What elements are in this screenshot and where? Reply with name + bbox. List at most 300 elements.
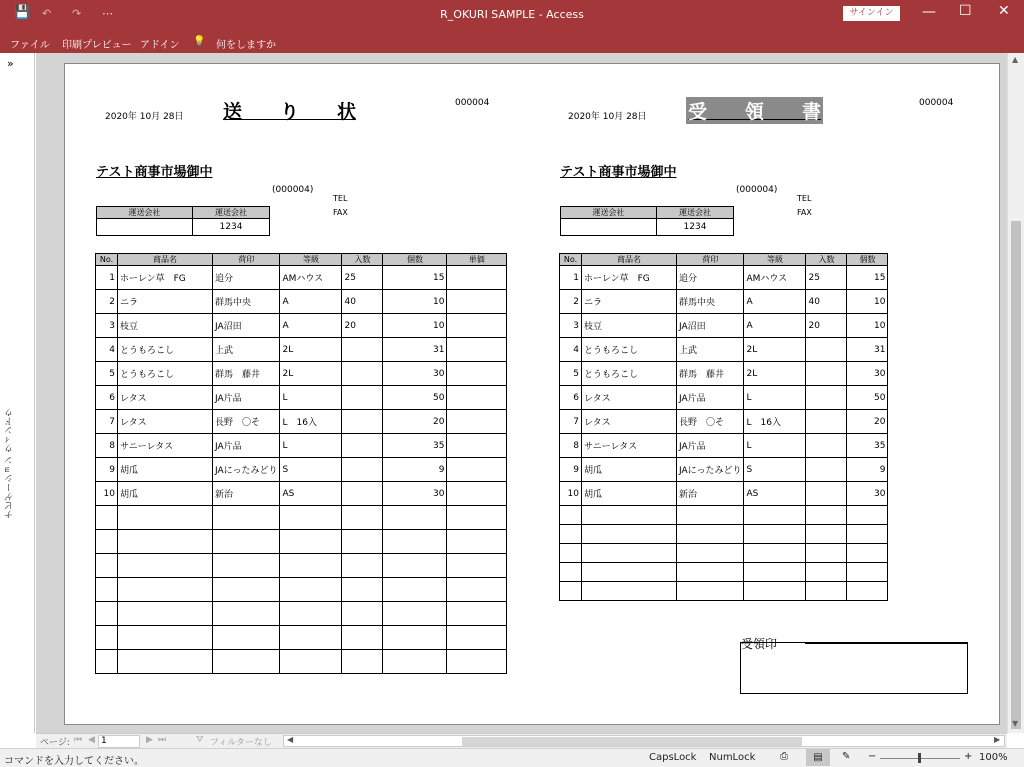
table-cell: レタス (582, 386, 677, 410)
column-header: 荷印 (213, 254, 280, 266)
table-cell: 胡瓜 (582, 482, 677, 506)
table-cell: A (280, 290, 342, 314)
table-cell (582, 582, 677, 601)
table-cell: 20 (383, 410, 447, 434)
table-cell: 3 (560, 314, 582, 338)
save-icon[interactable]: 💾 (14, 5, 31, 20)
table-cell: JA片品 (213, 386, 280, 410)
table-cell: 50 (847, 386, 888, 410)
invoice-customer: テスト商事市場御中 (96, 165, 213, 180)
customize-qat-icon[interactable]: ⋯ (102, 7, 113, 20)
carrier-cell (561, 219, 657, 236)
table-cell (888, 482, 971, 506)
table-cell: レタス (118, 386, 213, 410)
table-cell (96, 506, 118, 530)
table-cell: 2 (96, 290, 118, 314)
table-cell: 30 (847, 482, 888, 506)
table-cell (447, 266, 507, 290)
report-view-icon[interactable]: ▤ (806, 749, 830, 766)
table-row (560, 506, 972, 525)
table-cell: 10 (560, 482, 582, 506)
table-cell (888, 544, 971, 563)
signin-button[interactable]: サインイン (843, 6, 900, 21)
table-cell: L 16入 (744, 410, 806, 434)
table-cell: 1 (560, 266, 582, 290)
ribbon-tabs (0, 31, 1024, 53)
table-cell: 20 (847, 410, 888, 434)
table-cell: 新治 (213, 482, 280, 506)
receipt-customer: テスト商事市場御中 (560, 165, 677, 180)
table-cell: 群馬 藤井 (213, 362, 280, 386)
redo-icon[interactable]: ↷ (72, 7, 82, 20)
table-cell (96, 554, 118, 578)
table-cell (342, 578, 383, 602)
table-cell (806, 525, 847, 544)
expand-nav-icon[interactable]: » (7, 57, 14, 70)
table-cell (118, 554, 213, 578)
vertical-scrollbar[interactable] (1007, 53, 1024, 733)
table-cell (677, 563, 744, 582)
table-cell (447, 362, 507, 386)
table-cell: 長野 〇そ (213, 410, 280, 434)
receipt-fax: FAX (797, 208, 812, 217)
scroll-right-icon[interactable]: ▶ (994, 735, 1001, 744)
invoice-items-table (95, 253, 507, 674)
table-cell: A (280, 314, 342, 338)
table-cell: 25 (806, 266, 847, 290)
table-cell (280, 650, 342, 674)
table-cell: 20 (342, 314, 383, 338)
carrier-cell (97, 219, 193, 236)
table-cell: A (744, 314, 806, 338)
layout-view-icon[interactable]: ✎ (842, 751, 851, 762)
table-row (96, 530, 507, 554)
tab-addins[interactable]: アドイン (140, 40, 180, 51)
table-row (560, 482, 972, 506)
table-row (96, 410, 507, 434)
table-cell (342, 554, 383, 578)
table-cell: 2L (744, 362, 806, 386)
table-cell (806, 434, 847, 458)
navigation-pane (0, 53, 35, 733)
table-cell (447, 314, 507, 338)
table-cell (118, 602, 213, 626)
table-cell: JA沼田 (213, 314, 280, 338)
table-cell (383, 554, 447, 578)
table-cell (447, 290, 507, 314)
receipt-date: 2020年 10月 28日 (568, 112, 647, 122)
receipt-stamp-label: 受領印 (741, 637, 778, 651)
table-row (560, 290, 972, 314)
table-row (560, 563, 972, 582)
table-cell (118, 578, 213, 602)
table-cell (280, 626, 342, 650)
table-cell (213, 530, 280, 554)
table-cell: 枝豆 (118, 314, 213, 338)
tell-me-input[interactable]: 何をしますか (216, 40, 276, 51)
table-cell: 35 (383, 434, 447, 458)
table-cell: 2L (744, 338, 806, 362)
table-row (96, 650, 507, 674)
table-cell (888, 563, 971, 582)
next-page-icon[interactable]: ▶ (146, 735, 153, 745)
carrier-header: 運送会社 (193, 207, 270, 219)
table-cell: 新治 (677, 482, 744, 506)
hscroll-thumb[interactable] (462, 737, 802, 746)
table-cell (447, 578, 507, 602)
table-cell (744, 525, 806, 544)
table-cell (213, 650, 280, 674)
table-cell: L 16入 (280, 410, 342, 434)
table-cell: 群馬 藤井 (677, 362, 744, 386)
table-row (96, 266, 507, 290)
column-header: 個数 (847, 254, 888, 266)
table-cell (213, 626, 280, 650)
lightbulb-icon: 💡 (193, 36, 206, 47)
table-cell (847, 582, 888, 601)
table-cell: S (744, 458, 806, 482)
table-cell (383, 506, 447, 530)
prev-page-icon[interactable]: ◀ (88, 735, 95, 745)
table-cell (744, 544, 806, 563)
table-cell (342, 458, 383, 482)
table-cell: 31 (847, 338, 888, 362)
table-cell: AS (744, 482, 806, 506)
scroll-down-icon[interactable]: ▼ (1012, 719, 1019, 728)
table-cell: 20 (806, 314, 847, 338)
table-cell (213, 554, 280, 578)
table-cell: 10 (383, 290, 447, 314)
invoice-tel: TEL (333, 194, 348, 203)
table-cell (383, 578, 447, 602)
table-cell (677, 506, 744, 525)
table-cell (806, 506, 847, 525)
table-cell: L (744, 434, 806, 458)
table-cell (342, 362, 383, 386)
table-cell: JA片品 (213, 434, 280, 458)
tab-file[interactable]: ファイル (10, 40, 50, 51)
table-row (560, 525, 972, 544)
invoice-fax: FAX (333, 208, 348, 217)
page-number-input[interactable]: 1 (98, 735, 140, 748)
table-cell: 30 (383, 482, 447, 506)
table-cell: 40 (806, 290, 847, 314)
table-cell: とうもろこし (118, 362, 213, 386)
close-icon[interactable]: ✕ (998, 3, 1010, 19)
table-cell (582, 525, 677, 544)
table-cell (383, 602, 447, 626)
table-row (560, 338, 972, 362)
table-cell: 3 (96, 314, 118, 338)
table-cell: 胡瓜 (582, 458, 677, 482)
table-cell (677, 582, 744, 601)
table-cell (96, 530, 118, 554)
table-cell: AMハウス (744, 266, 806, 290)
table-cell (447, 338, 507, 362)
table-cell (447, 650, 507, 674)
table-cell (447, 386, 507, 410)
table-cell: サニーレタス (118, 434, 213, 458)
table-cell: 追分 (677, 266, 744, 290)
table-row (96, 554, 507, 578)
carrier-header: 運送会社 (657, 207, 734, 219)
invoice-customer-code: (000004) (272, 185, 314, 195)
record-navigator (36, 733, 1007, 748)
table-cell (806, 338, 847, 362)
table-row (96, 602, 507, 626)
table-cell (280, 530, 342, 554)
column-header: No. (560, 254, 582, 266)
table-cell (847, 563, 888, 582)
table-cell: S (280, 458, 342, 482)
table-cell (560, 544, 582, 563)
undo-icon[interactable]: ↶ (42, 7, 52, 20)
tab-print-preview[interactable]: 印刷プレビュー (62, 40, 132, 51)
table-cell (447, 554, 507, 578)
table-cell: 10 (847, 314, 888, 338)
table-cell: 5 (96, 362, 118, 386)
table-cell (213, 578, 280, 602)
column-header: No. (96, 254, 118, 266)
column-header: 等級 (280, 254, 342, 266)
table-cell: 7 (96, 410, 118, 434)
scroll-thumb[interactable] (1011, 221, 1021, 729)
scroll-left-icon[interactable]: ◀ (287, 735, 294, 744)
table-cell: 2L (280, 362, 342, 386)
table-cell (118, 506, 213, 530)
table-cell: L (280, 386, 342, 410)
table-cell: 2 (560, 290, 582, 314)
table-cell: とうもろこし (582, 338, 677, 362)
navigation-pane-label[interactable]: ナビゲーション ウィンドウ (5, 408, 15, 519)
table-cell: ホーレン草 FG (118, 266, 213, 290)
table-cell: JA片品 (677, 386, 744, 410)
scroll-up-icon[interactable]: ▲ (1012, 55, 1019, 64)
table-row (96, 626, 507, 650)
table-cell (342, 602, 383, 626)
table-cell: 7 (560, 410, 582, 434)
invoice-number: 000004 (455, 98, 490, 108)
zoom-out-icon[interactable]: − (868, 751, 877, 762)
table-cell: 9 (847, 458, 888, 482)
table-cell (342, 386, 383, 410)
capslock-indicator: CapsLock (649, 752, 697, 763)
table-cell: 15 (383, 266, 447, 290)
table-cell: 30 (847, 362, 888, 386)
table-cell: ニラ (118, 290, 213, 314)
table-cell (447, 506, 507, 530)
table-row (96, 506, 507, 530)
table-cell (888, 338, 971, 362)
table-cell: JAにったみどり (677, 458, 744, 482)
table-row (560, 458, 972, 482)
table-cell (582, 563, 677, 582)
table-cell: 10 (847, 290, 888, 314)
receipt-carrier-table (560, 206, 734, 236)
zoom-slider-thumb[interactable] (918, 753, 921, 763)
table-cell: JAにったみどり (213, 458, 280, 482)
table-row (560, 582, 972, 601)
receipt-items-table (559, 253, 971, 601)
table-cell: 群馬中央 (213, 290, 280, 314)
table-cell (118, 650, 213, 674)
table-cell: サニーレタス (582, 434, 677, 458)
table-cell (383, 626, 447, 650)
table-cell (447, 410, 507, 434)
table-cell (744, 506, 806, 525)
table-row (96, 458, 507, 482)
table-cell (847, 525, 888, 544)
table-cell (383, 530, 447, 554)
table-cell (888, 410, 971, 434)
table-cell: 6 (560, 386, 582, 410)
table-cell (342, 434, 383, 458)
table-cell: L (280, 434, 342, 458)
table-cell: 31 (383, 338, 447, 362)
column-header: 入数 (806, 254, 847, 266)
table-cell: 4 (96, 338, 118, 362)
table-cell: 胡瓜 (118, 458, 213, 482)
table-row (96, 386, 507, 410)
table-cell: 4 (560, 338, 582, 362)
table-cell (677, 525, 744, 544)
table-cell (280, 506, 342, 530)
table-cell (447, 626, 507, 650)
table-row (560, 544, 972, 563)
table-cell (342, 482, 383, 506)
table-cell (888, 582, 971, 601)
table-cell: 胡瓜 (118, 482, 213, 506)
table-cell: とうもろこし (118, 338, 213, 362)
carrier-header: 運送会社 (97, 207, 193, 219)
table-cell (342, 626, 383, 650)
maximize-icon[interactable]: ☐ (959, 3, 972, 19)
table-cell: 上武 (213, 338, 280, 362)
report-page (64, 63, 1000, 725)
receipt-stamp-box (740, 642, 968, 694)
zoom-in-icon[interactable]: + (964, 751, 973, 762)
table-row (560, 434, 972, 458)
table-cell (280, 578, 342, 602)
table-cell: 8 (560, 434, 582, 458)
table-cell: 6 (96, 386, 118, 410)
table-row (560, 314, 972, 338)
table-cell: とうもろこし (582, 362, 677, 386)
table-cell: 40 (342, 290, 383, 314)
table-cell (888, 506, 971, 525)
table-cell (806, 582, 847, 601)
table-cell (560, 506, 582, 525)
filter-icon[interactable]: ⛛ (196, 735, 204, 745)
table-row (96, 578, 507, 602)
table-cell (888, 525, 971, 544)
table-row (96, 362, 507, 386)
table-cell: 35 (847, 434, 888, 458)
table-cell: 9 (560, 458, 582, 482)
table-cell (118, 530, 213, 554)
table-cell (806, 458, 847, 482)
table-cell (560, 582, 582, 601)
receipt-number: 000004 (919, 98, 954, 108)
table-cell: 8 (96, 434, 118, 458)
table-cell (96, 602, 118, 626)
table-row (560, 410, 972, 434)
table-cell (847, 544, 888, 563)
table-row (560, 362, 972, 386)
last-page-icon[interactable]: ⏭ (158, 735, 167, 745)
table-cell: 5 (560, 362, 582, 386)
table-row (96, 314, 507, 338)
table-cell (213, 602, 280, 626)
zoom-level[interactable]: 100% (979, 752, 1008, 763)
table-cell (447, 434, 507, 458)
column-header: 単価 (447, 254, 507, 266)
table-cell (888, 386, 971, 410)
minimize-icon[interactable]: — (922, 4, 936, 20)
table-cell (342, 530, 383, 554)
table-row (96, 434, 507, 458)
table-cell: 群馬中央 (677, 290, 744, 314)
table-cell (888, 362, 971, 386)
table-cell (806, 362, 847, 386)
column-header: 商品名 (118, 254, 213, 266)
table-cell: レタス (118, 410, 213, 434)
table-cell (888, 434, 971, 458)
table-cell (888, 314, 971, 338)
page-label: ページ: (40, 738, 70, 748)
table-cell (447, 458, 507, 482)
first-page-icon[interactable]: ⏮ (74, 735, 83, 745)
table-cell (280, 554, 342, 578)
table-cell (806, 410, 847, 434)
table-row (560, 386, 972, 410)
table-cell (342, 338, 383, 362)
table-cell (806, 563, 847, 582)
invoice-carrier-table (96, 206, 270, 236)
receipt-tel: TEL (797, 194, 812, 203)
table-cell (96, 650, 118, 674)
table-cell (847, 506, 888, 525)
table-row (96, 290, 507, 314)
table-cell: 1 (96, 266, 118, 290)
table-cell: 9 (383, 458, 447, 482)
table-cell: AMハウス (280, 266, 342, 290)
table-row (560, 266, 972, 290)
table-cell (806, 482, 847, 506)
table-cell (806, 386, 847, 410)
invoice-title: 送 り 状 (223, 101, 357, 123)
table-cell: ニラ (582, 290, 677, 314)
table-cell (560, 525, 582, 544)
horizontal-scrollbar[interactable] (283, 735, 1005, 747)
carrier-header: 運送会社 (561, 207, 657, 219)
table-cell (582, 506, 677, 525)
table-cell (96, 626, 118, 650)
table-cell (888, 458, 971, 482)
table-row (96, 482, 507, 506)
table-cell (342, 650, 383, 674)
table-cell: 15 (847, 266, 888, 290)
table-cell (582, 544, 677, 563)
status-message: コマンドを入力してください。 (4, 756, 144, 767)
filter-status[interactable]: フィルターなし (210, 738, 272, 748)
table-cell: 枝豆 (582, 314, 677, 338)
table-cell: レタス (582, 410, 677, 434)
print-preview-view-icon[interactable]: ⎙ (780, 751, 788, 762)
table-cell: 長野 〇そ (677, 410, 744, 434)
column-header: 商品名 (582, 254, 677, 266)
table-cell: 追分 (213, 266, 280, 290)
